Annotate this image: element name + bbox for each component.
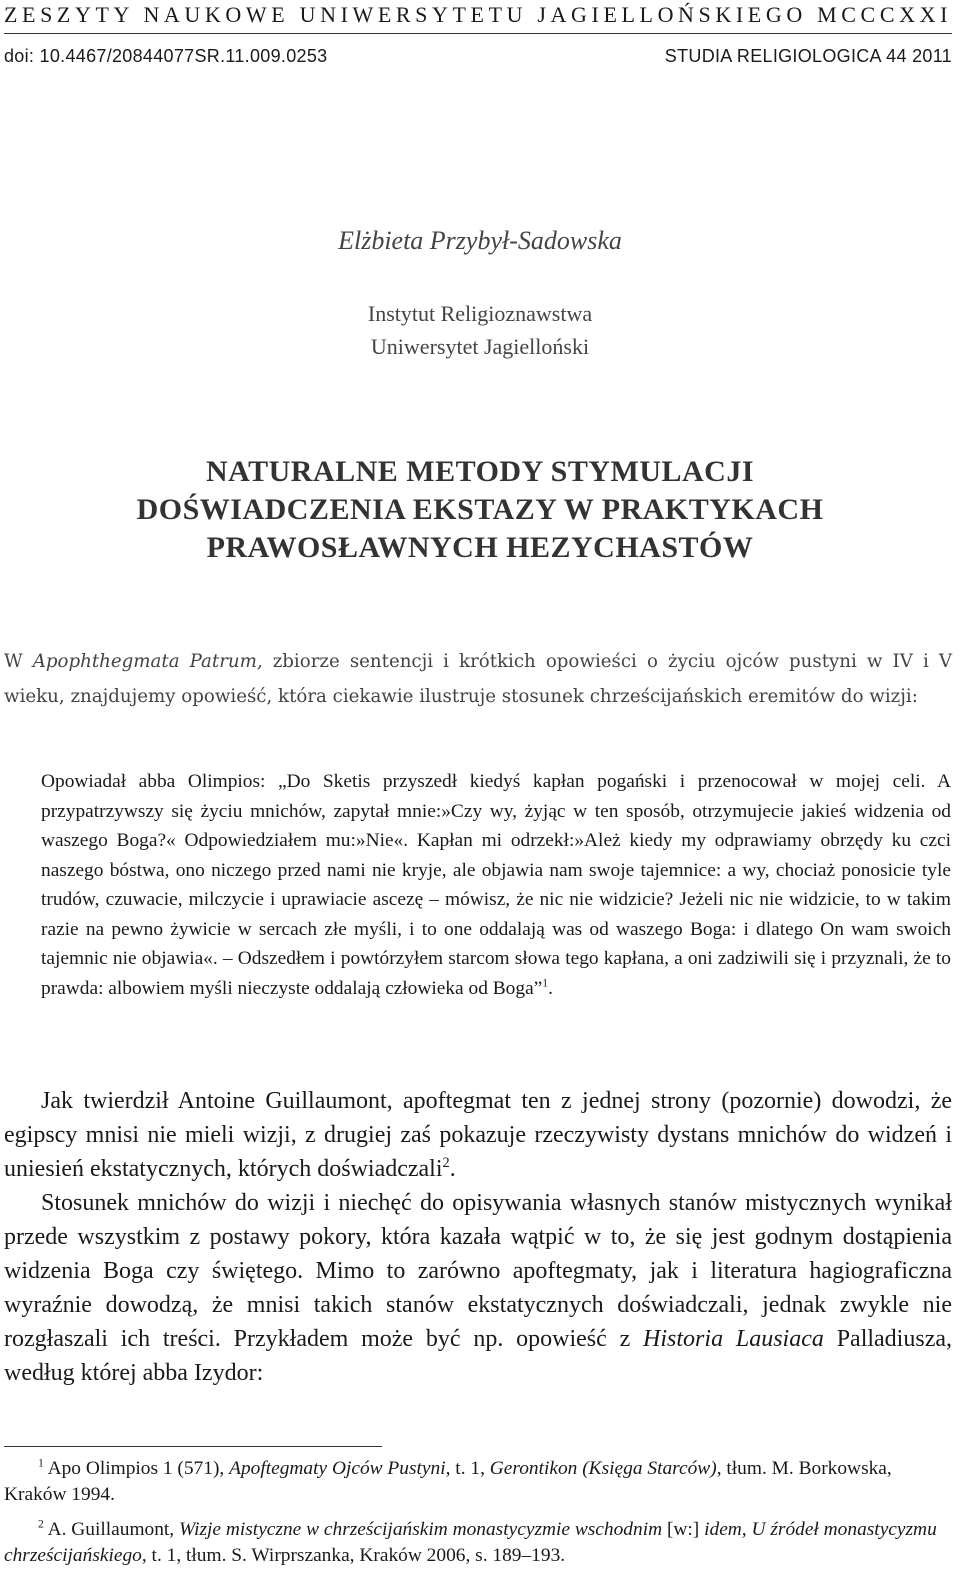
body-paragraph-2 (4, 1186, 952, 1390)
footnote-divider (4, 1446, 382, 1447)
footnote-2-d: idem, U źródeł monastycyzmu chrześcijańskiego (4, 1519, 937, 1566)
quote-text: Opowiadał abba Olimpios: „Do Sketis przyszedł kiedyś kapłan pogański i przenocował w mojej celi. A przypatrzywszy się życiu mnichów, zapytał mnie:»Czy wy, żyjąc w ten sposób, otrzymujecie jakieś widzenia od waszego Boga?« Odpowiedziałem mu:»Nie«. Kapłan mi odrzekł:»Ależ kiedy my odprawiamy obrzędy ku czci naszego bóstwa, ono niczego przed nami nie kryje, ale objawia nam swoje tajemnice: a wy, chociaż ponosicie tyle trudów, czuwacie, milczycie i uprawiacie ascezę – mówisz, że nic nie widzicie? Jeżeli nic nie widzicie, to w takim razie na pewno żywicie w sercach złe myśli, i to one oddalają was od waszego Boga: i dlatego On wam swoich tajemnic nie objawia«. – Odszedłem i powtórzyłem starcom słowa tego kapłana, a oni zadziwili się i przyznali, że to prawda: albowiem myśli nieczyste oddalają człowieka od Boga” (41, 771, 951, 999)
footnote-1 (4, 1456, 952, 1508)
series-header: ZESZYTY NAUKOWE UNIWERSYTETU JAGIELLOŃSKIEGO MCCCXXI (4, 2, 952, 27)
quote-end: . (548, 977, 553, 999)
author-name: Elżbieta Przybył-Sadowska (338, 226, 622, 255)
affiliation-university: Uniwersytet Jagielloński (370, 334, 590, 359)
para2-end: Palladiusza, według której abba Izydor: (4, 1326, 952, 1386)
footnote-1-e: , tłum. M. Borkowska, Kraków 1994. (4, 1458, 892, 1505)
footnote-1-c: , t. 1, (445, 1458, 490, 1479)
footnote-1-number: 1 (38, 1456, 44, 1470)
article-title-line-2: DOŚWIADCZENIA EKSTAZY W PRAKTYKACH (136, 493, 824, 526)
footnote-ref-2[interactable]: 2 (442, 1155, 450, 1171)
intro-lead: W (4, 651, 33, 672)
header-divider (4, 33, 952, 34)
para1-text: Jak twierdził Antoine Guillaumont, apoftegmat ten z jednej strony (pozornie) dowodzi, że egipscy mnisi nie mieli wizji, z drugiej zaś pokazuje rzeczywisty dystans mnichów do widzeń i uniesień ekstatycznych, których doświadczali (4, 1088, 952, 1182)
block-quote (41, 767, 951, 1003)
intro-rest: zbiorze sentencji i krótkich opowieści o życiu ojców pustyni w IV i V wieku, znajdujemy opowieść, która ciekawie ilustruje stosunek chrześcijańskich eremitów do wizji: (4, 651, 952, 707)
para1-end: . (449, 1156, 456, 1182)
intro-work-title: Apophthegmata Patrum, (32, 651, 263, 672)
footnote-1-a: Apo Olimpios 1 (571), (43, 1458, 230, 1479)
footnote-1-b: Apoftegmaty Ojców Pustyni (229, 1458, 446, 1479)
para2-text: Stosunek mnichów do wizji i niechęć do opisywania własnych stanów mistycznych wynikał przede wszystkim z postawy pokory, która kazała wątpić w to, że się jest godnym dostąpienia widzenia Boga czy świętego. Mimo to zarówno apoftegmaty, jak i literatura hagiograficzna wyraźnie dowodzą, że mnisi takich stanów ekstatycznych doświadczali, jednak zwykle nie rozgłaszali ich treści. Przykładem może być np. opowieść z (4, 1190, 952, 1352)
doi-label: doi: 10.4467/20844077SR.11.009.0253 (4, 46, 328, 66)
article-title-line-1: NATURALNE METODY STYMULACJI (206, 455, 754, 488)
journal-label: STUDIA RELIGIOLOGICA 44 2011 (664, 46, 952, 66)
footnote-2 (4, 1517, 952, 1569)
footnote-2-b: Wizje mistyczne w chrześcijańskim monastycyzmie wschodnim (179, 1519, 663, 1540)
intro-paragraph (4, 644, 952, 714)
affiliation-institute: Instytut Religioznawstwa (367, 301, 593, 326)
footnote-2-a: A. Guillaumont, (43, 1519, 180, 1540)
footnote-2-e: , t. 1, tłum. S. Wirprszanka, Kraków 2006, s. 189–193. (141, 1545, 566, 1566)
body-paragraph-1 (4, 1084, 952, 1186)
article-title-line-3: PRAWOSŁAWNYCH HEZYCHASTÓW (206, 531, 754, 564)
footnote-1-d: Gerontikon (Księga Starców) (489, 1458, 717, 1479)
footnote-ref-1[interactable]: 1 (542, 976, 549, 990)
footnote-2-number: 2 (38, 1517, 44, 1531)
footnote-2-c: [w:] (662, 1519, 705, 1540)
para2-work-title: Historia Lausiaca (643, 1326, 824, 1352)
